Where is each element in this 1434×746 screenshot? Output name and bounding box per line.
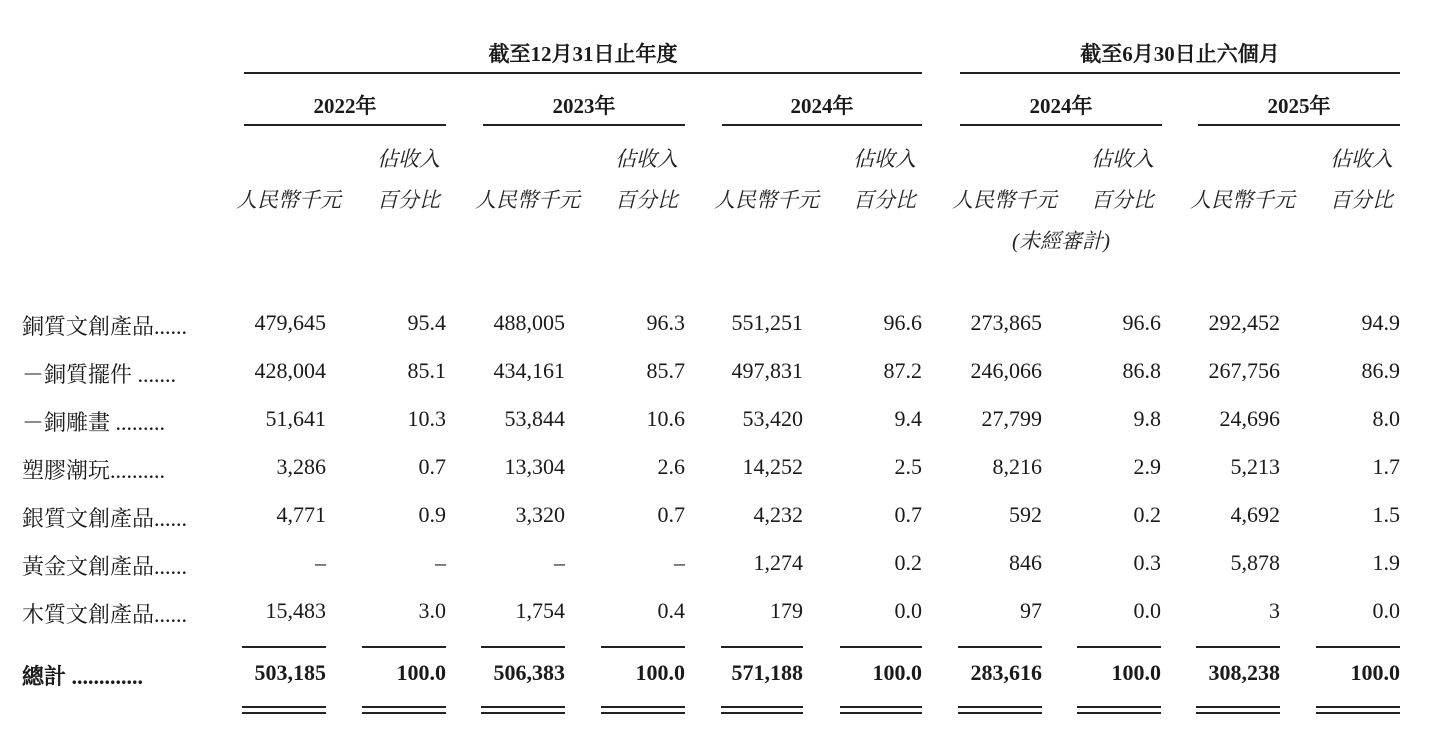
year-rule-2024-6m (960, 124, 1162, 126)
subtotal-rule (1196, 646, 1280, 648)
total-double-rule-bottom (601, 712, 685, 714)
cell-2022-pct: 0.7 (418, 454, 446, 479)
cell-2023-rmb: 3,320 (515, 502, 565, 527)
cell-2024-rmb: 497,831 (731, 358, 803, 383)
cell-2024-6m-pct: 0.3 (1133, 550, 1161, 575)
total-double-rule-bottom (958, 712, 1042, 714)
cell-2024-pct: 96.6 (883, 310, 922, 335)
cell-2025-6m-rmb: 267,756 (1208, 358, 1280, 383)
cell-2024-rmb: 1,274 (753, 550, 803, 575)
subtotal-rule (1316, 646, 1400, 648)
total-double-rule-bottom (1316, 712, 1400, 714)
total-double-rule-top (721, 706, 803, 708)
unit-pct-line2-2025-6m: 百分比 (1330, 188, 1393, 212)
total-double-rule-bottom (481, 712, 565, 714)
cell-2024-pct: 9.4 (894, 406, 922, 431)
total-double-rule-top (840, 706, 922, 708)
row-label: 銀質文創產品...... (22, 506, 188, 531)
total-label: 總計 ............. (22, 664, 144, 689)
unit-pct-line2-2022: 百分比 (377, 188, 440, 212)
total-double-rule-bottom (362, 712, 446, 714)
subtotal-rule (721, 646, 803, 648)
cell-2025-6m-rmb: 4,692 (1230, 502, 1280, 527)
cell-2023-rmb: 13,304 (504, 454, 565, 479)
total-double-rule-top (1196, 706, 1280, 708)
year-header-2023: 2023年 (552, 94, 616, 118)
unit-rmb-2024-6m: 人民幣千元 (952, 188, 1057, 212)
total-double-rule-bottom (721, 712, 803, 714)
cell-2023-rmb: 488,005 (493, 310, 565, 335)
cell-2025-6m-rmb: 292,452 (1208, 310, 1280, 335)
unit-rmb-2023: 人民幣千元 (475, 188, 580, 212)
group-header-six-months: 截至6月30日止六個月 (1080, 42, 1280, 66)
subtotal-rule (362, 646, 446, 648)
year-header-2024-6m: 2024年 (1029, 94, 1093, 118)
cell-2023-pct: 85.7 (646, 358, 685, 383)
cell-2023-pct: 0.4 (657, 598, 685, 623)
total-2023-pct: 100.0 (635, 660, 685, 685)
cell-2024-6m-rmb: 27,799 (981, 406, 1042, 431)
cell-2024-6m-rmb: 273,865 (970, 310, 1042, 335)
cell-2022-rmb: 4,771 (276, 502, 326, 527)
cell-2024-rmb: 14,252 (742, 454, 803, 479)
year-rule-2023 (483, 124, 685, 126)
cell-2023-rmb: 434,161 (493, 358, 565, 383)
row-label: 塑膠潮玩.......... (22, 458, 166, 483)
subtotal-rule (840, 646, 922, 648)
total-double-rule-top (958, 706, 1042, 708)
cell-2024-rmb: 4,232 (753, 502, 803, 527)
subtotal-rule (481, 646, 565, 648)
cell-2024-rmb: 551,251 (731, 310, 803, 335)
cell-2023-pct: – (674, 550, 685, 575)
total-double-rule-top (481, 706, 565, 708)
cell-2025-6m-rmb: 24,696 (1219, 406, 1280, 431)
row-label: 銅質文創產品...... (22, 314, 188, 339)
row-label: 木質文創產品...... (22, 602, 188, 627)
cell-2025-6m-pct: 94.9 (1361, 310, 1400, 335)
subtotal-rule (1077, 646, 1161, 648)
unit-pct-line2-2024-6m: 百分比 (1091, 188, 1154, 212)
cell-2024-6m-pct: 0.2 (1133, 502, 1161, 527)
cell-2024-rmb: 179 (770, 598, 803, 623)
total-double-rule-top (242, 706, 326, 708)
total-2022-pct: 100.0 (396, 660, 446, 685)
cell-2024-pct: 87.2 (883, 358, 922, 383)
total-double-rule-bottom (242, 712, 326, 714)
cell-2022-rmb: 51,641 (265, 406, 326, 431)
cell-2023-rmb: 53,844 (504, 406, 565, 431)
unit-pct-line1-2024: 佔收入 (853, 147, 916, 171)
group-rule-six-months (960, 72, 1400, 74)
cell-2025-6m-pct: 8.0 (1372, 406, 1400, 431)
cell-2024-pct: 0.7 (894, 502, 922, 527)
total-2025-6m-pct: 100.0 (1350, 660, 1400, 685)
cell-2025-6m-pct: 1.9 (1372, 550, 1400, 575)
cell-2022-pct: 10.3 (407, 406, 446, 431)
total-2022-rmb: 503,185 (254, 660, 326, 685)
total-2024-pct: 100.0 (872, 660, 922, 685)
subtotal-rule (242, 646, 326, 648)
cell-2025-6m-rmb: 5,878 (1230, 550, 1280, 575)
cell-2022-pct: 0.9 (418, 502, 446, 527)
cell-2022-rmb: – (315, 550, 326, 575)
year-rule-2025-6m (1198, 124, 1400, 126)
cell-2022-pct: 3.0 (418, 598, 446, 623)
cell-2024-6m-pct: 96.6 (1122, 310, 1161, 335)
unit-pct-line2-2024: 百分比 (853, 188, 916, 212)
cell-2025-6m-pct: 1.5 (1372, 502, 1400, 527)
cell-2023-pct: 10.6 (646, 406, 685, 431)
cell-2024-6m-rmb: 8,216 (992, 454, 1042, 479)
subtotal-rule (601, 646, 685, 648)
total-2023-rmb: 506,383 (493, 660, 565, 685)
total-double-rule-top (362, 706, 446, 708)
unit-rmb-2025-6m: 人民幣千元 (1190, 188, 1295, 212)
cell-2024-6m-pct: 0.0 (1133, 598, 1161, 623)
unit-pct-line1-2022: 佔收入 (377, 147, 440, 171)
cell-2022-rmb: 479,645 (254, 310, 326, 335)
year-header-2024: 2024年 (790, 94, 854, 118)
row-label: 黃金文創產品...... (22, 554, 188, 579)
total-double-rule-bottom (1077, 712, 1161, 714)
unit-rmb-2022: 人民幣千元 (236, 188, 341, 212)
cell-2025-6m-pct: 86.9 (1361, 358, 1400, 383)
cell-2024-6m-rmb: 592 (1009, 502, 1042, 527)
cell-2025-6m-rmb: 5,213 (1230, 454, 1280, 479)
total-double-rule-top (1316, 706, 1400, 708)
row-label: －銅雕畫 ......... (22, 410, 166, 435)
total-2024-rmb: 571,188 (731, 660, 803, 685)
cell-2024-6m-pct: 86.8 (1122, 358, 1161, 383)
total-double-rule-bottom (840, 712, 922, 714)
row-label: －銅質擺件 ....... (22, 362, 177, 387)
total-2024-6m-rmb: 283,616 (970, 660, 1042, 685)
cell-2024-6m-pct: 2.9 (1133, 454, 1161, 479)
total-2024-6m-pct: 100.0 (1111, 660, 1161, 685)
year-rule-2022 (244, 124, 446, 126)
cell-2024-6m-rmb: 97 (1020, 598, 1042, 623)
cell-2024-pct: 2.5 (894, 454, 922, 479)
cell-2023-pct: 2.6 (657, 454, 685, 479)
cell-2024-6m-pct: 9.8 (1133, 406, 1161, 431)
total-double-rule-top (1077, 706, 1161, 708)
unaudited-note: (未經審計) (1012, 229, 1110, 253)
group-header-fiscal-year: 截至12月31日止年度 (488, 42, 678, 66)
cell-2022-rmb: 3,286 (276, 454, 326, 479)
year-header-2022: 2022年 (313, 94, 377, 118)
cell-2024-pct: 0.0 (894, 598, 922, 623)
year-rule-2024 (722, 124, 922, 126)
cell-2022-pct: – (435, 550, 446, 575)
cell-2023-rmb: 1,754 (515, 598, 565, 623)
cell-2022-rmb: 15,483 (265, 598, 326, 623)
cell-2024-rmb: 53,420 (742, 406, 803, 431)
cell-2025-6m-rmb: 3 (1269, 598, 1280, 623)
total-2025-6m-rmb: 308,238 (1208, 660, 1280, 685)
cell-2024-6m-rmb: 246,066 (970, 358, 1042, 383)
unit-pct-line1-2023: 佔收入 (615, 147, 678, 171)
cell-2023-rmb: – (554, 550, 565, 575)
cell-2023-pct: 0.7 (657, 502, 685, 527)
year-header-2025-6m: 2025年 (1267, 94, 1331, 118)
unit-pct-line2-2023: 百分比 (615, 188, 678, 212)
group-rule-fiscal-year (244, 72, 922, 74)
unit-pct-line1-2025-6m: 佔收入 (1330, 147, 1393, 171)
cell-2025-6m-pct: 0.0 (1372, 598, 1400, 623)
cell-2025-6m-pct: 1.7 (1372, 454, 1400, 479)
cell-2022-rmb: 428,004 (254, 358, 326, 383)
unit-rmb-2024: 人民幣千元 (714, 188, 819, 212)
cell-2024-pct: 0.2 (894, 550, 922, 575)
cell-2023-pct: 96.3 (646, 310, 685, 335)
cell-2022-pct: 85.1 (407, 358, 446, 383)
total-double-rule-bottom (1196, 712, 1280, 714)
unit-pct-line1-2024-6m: 佔收入 (1091, 147, 1154, 171)
total-double-rule-top (601, 706, 685, 708)
cell-2024-6m-rmb: 846 (1009, 550, 1042, 575)
subtotal-rule (958, 646, 1042, 648)
cell-2022-pct: 95.4 (407, 310, 446, 335)
